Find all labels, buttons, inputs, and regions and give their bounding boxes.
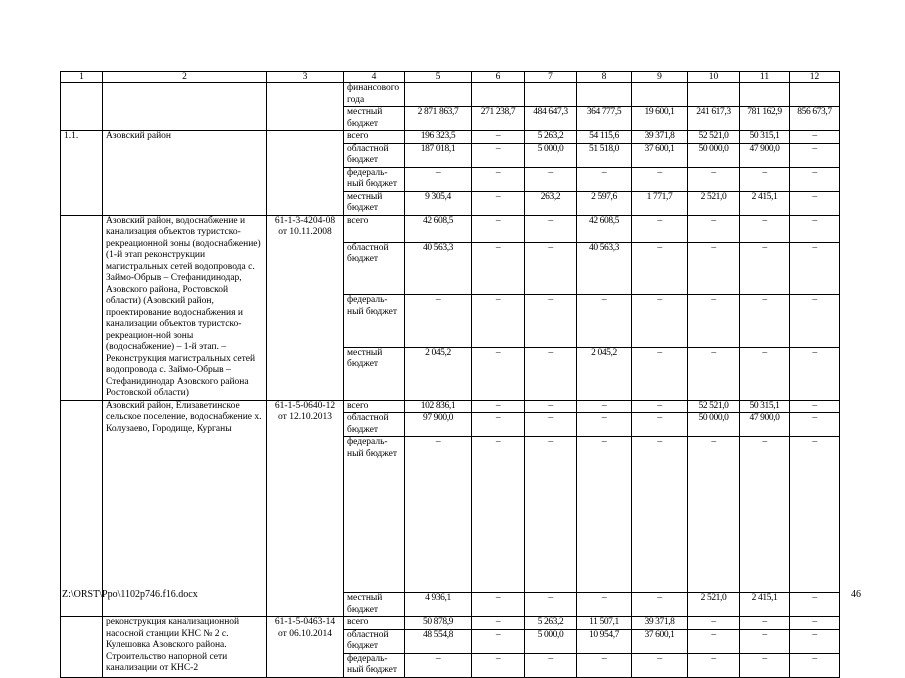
value-cell: –: [632, 242, 688, 295]
source-cell: [344, 83, 405, 107]
value-cell: 196 323,5: [405, 131, 472, 144]
value-cell: 51 518,0: [577, 143, 632, 167]
value-cell: 187 018,1: [405, 143, 472, 167]
value-cell: –: [525, 167, 577, 191]
value-cell: –: [632, 295, 688, 348]
value-cell: 97 900,0: [405, 413, 472, 437]
value-cell: –: [790, 167, 840, 191]
value-cell: 102 836,1: [405, 400, 472, 413]
value-cell: 40 563,3: [405, 242, 472, 295]
value-cell: –: [740, 629, 790, 653]
budget-table: [60, 71, 840, 678]
empty-cell: [740, 83, 790, 107]
value-cell: 42 608,5: [405, 215, 472, 242]
column-header: 8: [577, 72, 632, 83]
value-cell: 856 673,7: [790, 107, 840, 131]
value-cell: 37 600,1: [632, 629, 688, 653]
value-cell: –: [740, 347, 790, 400]
value-cell: –: [472, 617, 525, 630]
value-cell: –: [472, 242, 525, 295]
column-header: 9: [632, 72, 688, 83]
value-cell: –: [472, 131, 525, 144]
value-cell: 4 936,1: [405, 593, 472, 617]
value-cell: –: [740, 437, 790, 593]
empty-cell: [577, 83, 632, 107]
value-cell: 5 000,0: [525, 143, 577, 167]
value-cell: –: [790, 242, 840, 295]
value-cell: 2 871 863,7: [405, 107, 472, 131]
value-cell: –: [472, 347, 525, 400]
header-row: [61, 72, 840, 83]
column-header: 10: [688, 72, 740, 83]
column-header: 1: [61, 72, 103, 83]
value-cell: –: [790, 413, 840, 437]
object-name: Азовский район: [103, 131, 267, 216]
value-cell: 781 162,9: [740, 107, 790, 131]
source-text: финансового: [347, 83, 400, 93]
value-cell: –: [472, 295, 525, 348]
value-cell: –: [525, 400, 577, 413]
value-cell: –: [632, 653, 688, 677]
value-cell: –: [472, 215, 525, 242]
source-cell: всего: [344, 131, 405, 144]
column-header: 5: [405, 72, 472, 83]
value-cell: –: [525, 413, 577, 437]
value-cell: 11 507,1: [577, 617, 632, 630]
value-cell: –: [790, 295, 840, 348]
value-cell: –: [405, 295, 472, 348]
column-header: 11: [740, 72, 790, 83]
value-cell: 50 315,1: [740, 400, 790, 413]
value-cell: 2 415,1: [740, 593, 790, 617]
empty-cell: [688, 83, 740, 107]
value-cell: –: [472, 437, 525, 593]
object-code: 61-1-5-0463-14 от 06.10.2014: [267, 617, 344, 678]
value-cell: 48 554,8: [405, 629, 472, 653]
value-cell: 50 315,1: [740, 131, 790, 144]
column-header: 12: [790, 72, 840, 83]
value-cell: –: [472, 143, 525, 167]
empty-cell: [790, 83, 840, 107]
empty-cell: [525, 83, 577, 107]
empty-cell: [472, 83, 525, 107]
value-cell: 47 900,0: [740, 413, 790, 437]
value-cell: –: [790, 215, 840, 242]
value-cell: –: [405, 437, 472, 593]
value-cell: 50 000,0: [688, 413, 740, 437]
value-cell: –: [472, 400, 525, 413]
source-cell: всего: [344, 400, 405, 413]
empty-cell: [103, 83, 267, 131]
page-number: 46: [851, 589, 861, 600]
table-row: [61, 215, 840, 242]
empty-cell: [61, 617, 103, 678]
column-header: 4: [344, 72, 405, 83]
value-cell: –: [688, 617, 740, 630]
value-cell: –: [577, 413, 632, 437]
value-cell: –: [740, 167, 790, 191]
source-cell: областной бюджет: [344, 629, 405, 653]
empty-cell: [267, 83, 344, 131]
value-cell: 2 415,1: [740, 191, 790, 215]
source-text: года: [347, 94, 365, 105]
table-row: [61, 83, 840, 107]
row-number: 1.1.: [61, 131, 103, 216]
object-code: 61-1-3-4204-08 от 10.11.2008: [267, 215, 344, 400]
value-cell: –: [525, 215, 577, 242]
value-cell: –: [472, 413, 525, 437]
empty-cell: [61, 83, 103, 131]
object-code: 61-1-5-0640-12 от 12.10.2013: [267, 400, 344, 617]
value-cell: –: [790, 653, 840, 677]
column-header: 3: [267, 72, 344, 83]
value-cell: –: [688, 295, 740, 348]
value-cell: 50 878,9: [405, 617, 472, 630]
value-cell: –: [632, 167, 688, 191]
value-cell: 10 954,7: [577, 629, 632, 653]
value-cell: –: [790, 347, 840, 400]
object-name: Азовский район, водоснабжение и канализация объектов туристско-рекреационной зоны (водоснабжение) (1-й этап реконструкции магистральных сетей водопровода с. Займо-Обрыв – Стефанидинодар, Азовского района, Ростовской области) (Азовский район, проектирование водоснабжения и канализации объектов туристско-рекреацион-ной зоны (водоснабжение) – 1-й этап. – Реконструкция магистральных сетей водопровода с. Займо-Обрыв – Стефанидинодар Азовского района Ростовской области): [103, 215, 267, 400]
value-cell: –: [790, 400, 840, 413]
source-cell: областной бюджет: [344, 143, 405, 167]
value-cell: 9 305,4: [405, 191, 472, 215]
source-cell: областной бюджет: [344, 242, 405, 295]
value-cell: 2 521,0: [688, 593, 740, 617]
empty-cell: [405, 83, 472, 107]
value-cell: –: [790, 629, 840, 653]
value-cell: –: [472, 629, 525, 653]
value-cell: –: [525, 347, 577, 400]
source-cell: местный бюджет: [344, 107, 405, 131]
value-cell: 54 115,6: [577, 131, 632, 144]
source-cell: местный бюджет: [344, 191, 405, 215]
source-cell: всего: [344, 215, 405, 242]
source-cell: федераль-ный бюджет: [344, 295, 405, 348]
value-cell: –: [790, 191, 840, 215]
value-cell: –: [688, 242, 740, 295]
value-cell: –: [632, 593, 688, 617]
value-cell: 39 371,8: [632, 617, 688, 630]
value-cell: –: [577, 295, 632, 348]
value-cell: 5 263,2: [525, 617, 577, 630]
value-cell: 50 000,0: [688, 143, 740, 167]
value-cell: –: [525, 593, 577, 617]
value-cell: –: [740, 617, 790, 630]
value-cell: 241 617,3: [688, 107, 740, 131]
value-cell: 364 777,5: [577, 107, 632, 131]
value-cell: –: [525, 653, 577, 677]
value-cell: –: [577, 437, 632, 593]
value-cell: 5 263,2: [525, 131, 577, 144]
value-cell: –: [632, 347, 688, 400]
value-cell: 47 900,0: [740, 143, 790, 167]
value-cell: 39 371,8: [632, 131, 688, 144]
column-header: 2: [103, 72, 267, 83]
value-cell: –: [632, 437, 688, 593]
value-cell: –: [740, 215, 790, 242]
value-cell: 2 521,0: [688, 191, 740, 215]
value-cell: –: [688, 629, 740, 653]
value-cell: –: [472, 593, 525, 617]
value-cell: –: [577, 653, 632, 677]
value-cell: –: [740, 653, 790, 677]
empty-cell: [267, 131, 344, 216]
file-path: Z:\ORST\Ppo\1102p746.f16.docx: [62, 589, 198, 600]
value-cell: –: [790, 131, 840, 144]
source-cell: местный бюджет: [344, 593, 405, 617]
value-cell: –: [740, 242, 790, 295]
value-cell: –: [472, 653, 525, 677]
value-cell: –: [632, 215, 688, 242]
source-cell: всего: [344, 617, 405, 630]
source-cell: федераль-ный бюджет: [344, 167, 405, 191]
source-cell: местный бюджет: [344, 347, 405, 400]
value-cell: –: [740, 295, 790, 348]
value-cell: 42 608,5: [577, 215, 632, 242]
value-cell: 2 045,2: [405, 347, 472, 400]
value-cell: 5 000,0: [525, 629, 577, 653]
value-cell: –: [472, 167, 525, 191]
value-cell: –: [525, 437, 577, 593]
value-cell: –: [577, 167, 632, 191]
table-row: [61, 400, 840, 413]
value-cell: 2 045,2: [577, 347, 632, 400]
value-cell: 484 647,3: [525, 107, 577, 131]
object-name: Азовский район, Елизаветинское сельское поселение, водоснабжение х. Колузаево, Городище, Курганы: [103, 400, 267, 617]
column-header: 6: [472, 72, 525, 83]
value-cell: 52 521,0: [688, 131, 740, 144]
value-cell: –: [790, 593, 840, 617]
source-cell: федераль-ный бюджет: [344, 437, 405, 593]
value-cell: 52 521,0: [688, 400, 740, 413]
value-cell: 271 238,7: [472, 107, 525, 131]
value-cell: –: [525, 242, 577, 295]
value-cell: –: [790, 143, 840, 167]
empty-cell: [61, 215, 103, 400]
empty-cell: [61, 400, 103, 617]
value-cell: –: [688, 215, 740, 242]
value-cell: –: [688, 347, 740, 400]
value-cell: 37 600,1: [632, 143, 688, 167]
value-cell: 40 563,3: [577, 242, 632, 295]
value-cell: 1 771,7: [632, 191, 688, 215]
value-cell: –: [405, 653, 472, 677]
object-name: реконструкция канализационной насосной станции КНС № 2 с. Кулешовка Азовского района. Строительство напорной сети канализации от КНС-2: [103, 617, 267, 678]
value-cell: –: [790, 617, 840, 630]
value-cell: –: [688, 167, 740, 191]
value-cell: –: [688, 437, 740, 593]
table-row: [61, 131, 840, 144]
source-cell: областной бюджет: [344, 413, 405, 437]
column-header: 7: [525, 72, 577, 83]
value-cell: –: [577, 400, 632, 413]
value-cell: –: [577, 593, 632, 617]
value-cell: –: [790, 437, 840, 593]
value-cell: 19 600,1: [632, 107, 688, 131]
empty-cell: [632, 83, 688, 107]
value-cell: –: [405, 167, 472, 191]
value-cell: –: [632, 400, 688, 413]
value-cell: –: [525, 295, 577, 348]
value-cell: –: [632, 413, 688, 437]
value-cell: 2 597,6: [577, 191, 632, 215]
value-cell: –: [688, 653, 740, 677]
value-cell: 263,2: [525, 191, 577, 215]
value-cell: –: [472, 191, 525, 215]
table-row: [61, 617, 840, 630]
source-cell: федераль-ный бюджет: [344, 653, 405, 677]
